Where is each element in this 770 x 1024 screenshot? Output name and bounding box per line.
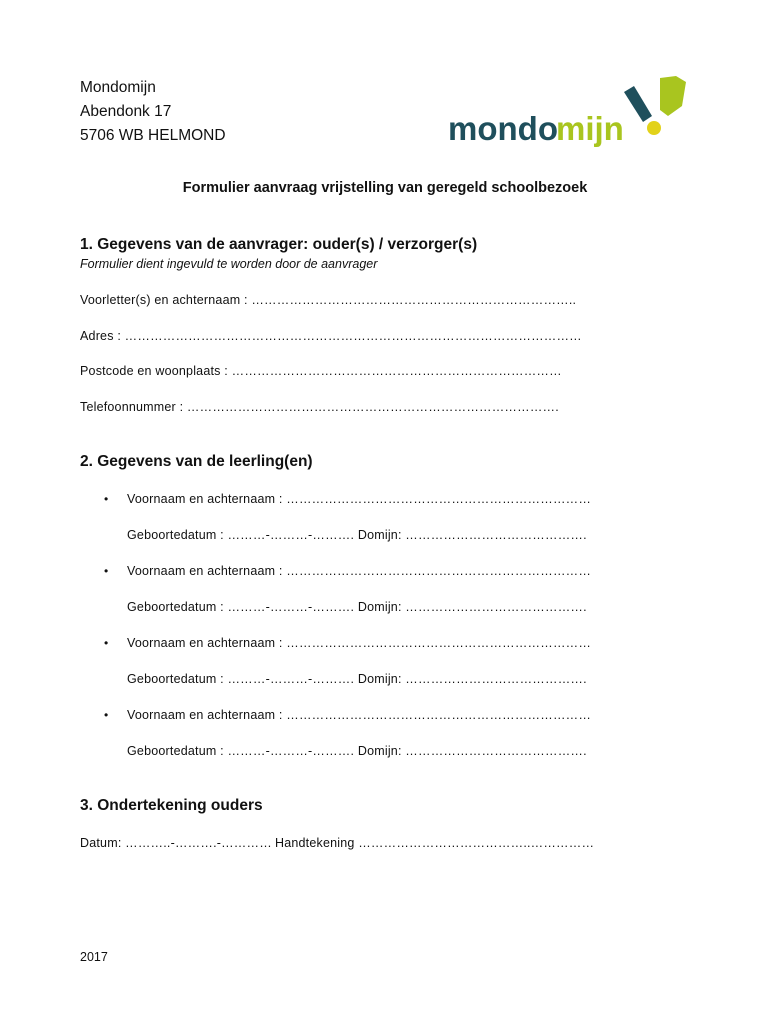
section1-heading: 1. Gegevens van de aanvrager: ouder(s) / verzorger(s)	[80, 236, 478, 253]
field-postcode-city[interactable]: Postcode en woonplaats : ……………………………………………………………………	[80, 364, 562, 378]
section3-heading: 3. Ondertekening ouders	[80, 797, 263, 814]
address-line-street: Abendonk 17	[80, 103, 172, 120]
section2-heading: 2. Gegevens van de leerling(en)	[80, 453, 313, 470]
logo-teal-mark	[624, 86, 652, 122]
logo-green-mark	[660, 76, 686, 116]
field-address[interactable]: Adres : ………………………………………………………………………………………………	[80, 329, 582, 343]
logo-text-mijn: mijn	[556, 110, 624, 147]
section1-subtitle: Formulier dient ingevuld te worden door de aanvrager	[80, 257, 378, 271]
bullet-student-4: •	[104, 708, 109, 722]
field-student-4-birth[interactable]: Geboortedatum : ………-………-………. Domijn: …………………………………….	[127, 744, 587, 758]
mondomijn-logo-graphic	[446, 72, 696, 152]
field-student-1-name[interactable]: Voornaam en achternaam : ………………………………………………………………	[127, 492, 592, 506]
field-signature[interactable]: Handtekening …………………………………..……………	[275, 836, 595, 850]
field-student-2-birth[interactable]: Geboortedatum : ………-………-………. Domijn: …………………………………….	[127, 600, 587, 614]
address-line-name: Mondomijn	[80, 79, 156, 96]
school-address	[80, 76, 226, 148]
field-student-2-name[interactable]: Voornaam en achternaam : ………………………………………………………………	[127, 564, 592, 578]
field-student-3-birth[interactable]: Geboortedatum : ………-………-………. Domijn: …………………………………….	[127, 672, 587, 686]
field-student-4-name[interactable]: Voornaam en achternaam : ………………………………………………………………	[127, 708, 592, 722]
field-initials-surname[interactable]: Voorletter(s) en achternaam : …………………………………………………………………..	[80, 293, 577, 307]
bullet-student-1: •	[104, 492, 109, 506]
field-phone[interactable]: Telefoonnummer : …………………………………………………………………………….	[80, 400, 559, 414]
field-student-1-birth[interactable]: Geboortedatum : ………-………-………. Domijn: …………………………………….	[127, 528, 587, 542]
footer-year: 2017	[80, 950, 108, 964]
document-title: Formulier aanvraag vrijstelling van geregeld schoolbezoek	[182, 180, 588, 196]
bullet-student-2: •	[104, 564, 109, 578]
logo-text-mondo: mondo	[448, 110, 558, 147]
mondomijn-logo	[446, 72, 696, 152]
logo-yellow-dot	[647, 121, 661, 135]
field-signature-date[interactable]: Datum: ………..-……….-…………	[80, 836, 272, 850]
bullet-student-3: •	[104, 636, 109, 650]
address-line-city: 5706 WB HELMOND	[80, 127, 226, 144]
field-student-3-name[interactable]: Voornaam en achternaam : ………………………………………………………………	[127, 636, 592, 650]
